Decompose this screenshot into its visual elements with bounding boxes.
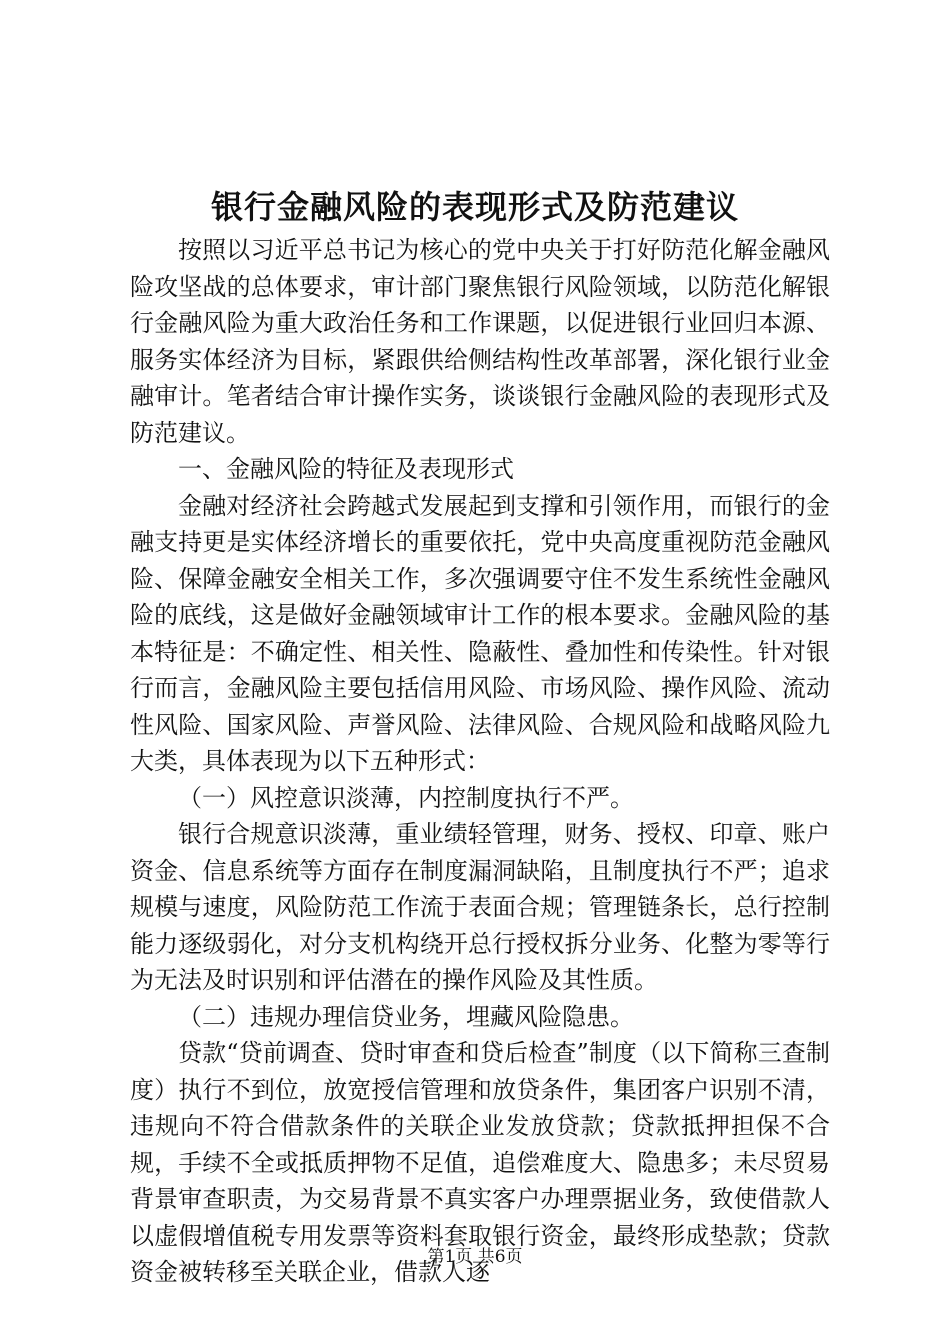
section-heading-1: 一、金融风险的特征及表现形式: [178, 455, 514, 483]
paragraph-features: 金融对经济社会跨越式发展起到支撑和引领作用，而银行的金融支持更是实体经济增长的重要依托，党中央高度重视防范金融风险、保障金融安全相关工作，多次强调要守住不发生系统性金融风险的底线，这是做好金融领域审计工作的根本要求。金融风险的基本特征是：不确定性、相关性、隐蔽性、叠加性和传染性。针对银行而言，金融风险主要包括信用风险、市场风险、操作风险、流动性风险、国家风险、声誉风险、法律风险、合规风险和战略风险九大类，具体表现为以下五种形式：: [130, 491, 830, 775]
paragraph-credit-business: 贷款“贷前调查、贷时审查和贷后检查”制度（以下简称三查制度）执行不到位，放宽授信管理和放贷条件，集团客户识别不清，违规向不符合借款条件的关联企业发放贷款；贷款抵押担保不合规，手续不全或抵质押物不足值，追偿难度大、隐患多；未尽贸易背景审查职责，为交易背景不真实客户办理票据业务，致使借款人以虚假增值税专用发票等资料套取银行资金，最终形成垫款；贷款资金被转移至关联企业，借款人逐: [130, 1039, 830, 1286]
paragraph-intro: 按照以习近平总书记为核心的党中央关于打好防范化解金融风险攻坚战的总体要求，审计部门聚焦银行风险领域，以防范化解银行金融风险为重大政治任务和工作课题，以促进银行业回归本源、服务实体经济为目标，紧跟供给侧结构性改革部署，深化银行业金融审计。笔者结合审计操作实务，谈谈银行金融风险的表现形式及防范建议。: [130, 236, 830, 447]
subsection-heading-1: （一）风控意识淡薄，内控制度执行不严。: [178, 783, 634, 812]
page-number-footer: 第1页 共6页: [427, 1247, 523, 1267]
paragraph-risk-control: 银行合规意识淡薄，重业绩轻管理，财务、授权、印章、账户资金、信息系统等方面存在制度漏洞缺陷，且制度执行不严；追求规模与速度，风险防范工作流于表面合规；管理链条长，总行控制能力逐级弱化，对分支机构绕开总行授权拆分业务、化整为零等行为无法及时识别和评估潜在的操作风险及其性质。: [130, 820, 830, 994]
document-title: 银行金融风险的表现形式及防范建议: [210, 188, 739, 226]
document-body: [130, 232, 830, 1291]
subsection-heading-2: （二）违规办理信贷业务，埋藏风险隐患。: [178, 1002, 634, 1031]
